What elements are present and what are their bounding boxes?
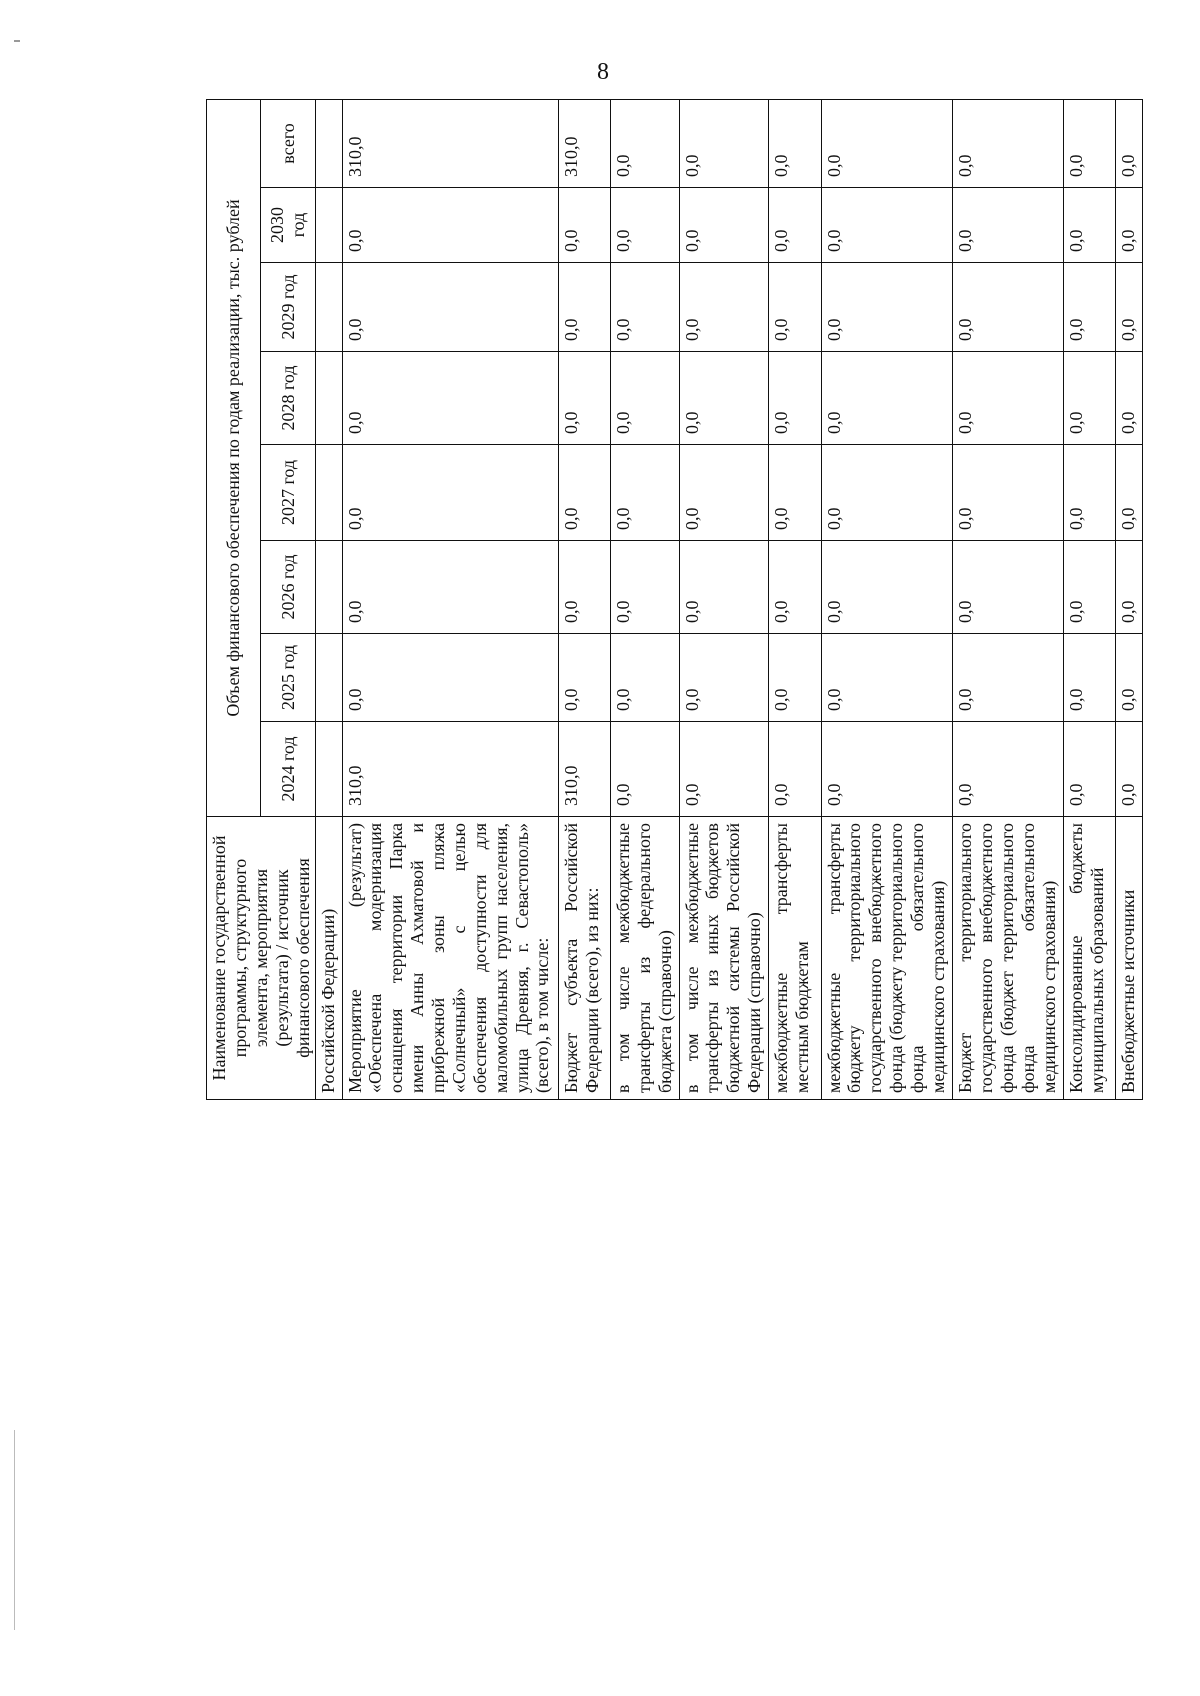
header-year-2028: 2028 год [261,352,316,445]
row-value-cell: 0,0 [342,188,558,263]
row-name-cell: Консолидированные бюджеты муниципальных образований [1063,817,1116,1100]
row-value-cell: 0,0 [679,352,768,445]
row-value-cell: 0,0 [821,99,953,187]
row-value-cell: 0,0 [1063,445,1116,541]
row-value-cell [316,445,342,541]
row-value-cell: 0,0 [821,722,953,817]
row-value-cell: 310,0 [558,99,611,187]
row-value-cell: 0,0 [611,722,679,817]
header-volume-title: Объем финансового обеспечения по годам реализации, тыс. рублей [207,99,261,816]
row-name-cell: в том числе межбюджетные трансферты из иных бюджетов бюджетной системы Российской Федерации (справочно) [679,817,768,1100]
row-value-cell: 0,0 [1116,634,1142,722]
row-value-cell: 0,0 [1116,99,1142,187]
header-year-2024: 2024 год [261,722,316,817]
scan-mark [14,40,20,42]
row-value-cell: 0,0 [953,99,1064,187]
table-row [1063,99,1116,1099]
row-value-cell: 0,0 [953,263,1064,352]
row-value-cell: 0,0 [953,722,1064,817]
table-row [558,99,611,1099]
table-row [821,99,953,1099]
row-name-cell: Бюджет субъекта Российской Федерации (всего), из них: [558,817,611,1100]
row-value-cell: 0,0 [769,445,822,541]
row-value-cell: 0,0 [821,263,953,352]
row-value-cell: 0,0 [679,263,768,352]
row-value-cell: 0,0 [1116,445,1142,541]
table-row [342,99,558,1099]
row-value-cell: 0,0 [769,722,822,817]
row-value-cell: 310,0 [342,722,558,817]
row-value-cell: 0,0 [679,445,768,541]
row-value-cell: 0,0 [1063,722,1116,817]
row-name-cell: межбюджетные трансферты местным бюджетам [769,817,822,1100]
row-value-cell: 0,0 [342,541,558,634]
row-value-cell: 0,0 [821,541,953,634]
row-value-cell: 0,0 [611,99,679,187]
row-value-cell: 0,0 [679,188,768,263]
row-value-cell: 0,0 [1116,352,1142,445]
row-value-cell [316,634,342,722]
row-value-cell: 0,0 [679,541,768,634]
row-value-cell: 0,0 [953,445,1064,541]
row-value-cell: 0,0 [953,188,1064,263]
financing-table [206,99,1143,1100]
row-value-cell: 0,0 [611,263,679,352]
row-value-cell: 0,0 [1063,263,1116,352]
row-value-cell: 0,0 [558,541,611,634]
row-value-cell: 0,0 [342,263,558,352]
row-value-cell: 0,0 [769,188,822,263]
header-year-2029: 2029 год [261,263,316,352]
row-value-cell: 0,0 [611,188,679,263]
row-value-cell: 0,0 [679,634,768,722]
row-name-cell: межбюджетные трансферты бюджету территориального государственного внебюджетного фонда (бюджету территориального фонда обязательного медицинского страхования) [821,817,953,1100]
table-row [611,99,679,1099]
row-value-cell: 0,0 [1063,99,1116,187]
row-value-cell [316,352,342,445]
row-value-cell: 0,0 [611,634,679,722]
row-value-cell: 0,0 [821,352,953,445]
row-value-cell: 310,0 [342,99,558,187]
row-value-cell [316,722,342,817]
row-value-cell: 0,0 [342,445,558,541]
table-row [769,99,822,1099]
row-value-cell: 0,0 [1063,352,1116,445]
row-value-cell: 0,0 [769,634,822,722]
row-name-cell: Мероприятие (результат) «Обеспечена модернизация оснащения территории Парка имени Анны Ахматовой и прибрежной зоны пляжа «Солнечный» с целью обеспечения доступности для маломобильных групп населения, улица Древняя, г. Севастополь» (всего), в том числе: [342,817,558,1100]
row-value-cell: 0,0 [769,99,822,187]
header-total: всего [261,99,316,187]
table-row [316,99,342,1099]
row-value-cell: 0,0 [1063,541,1116,634]
row-value-cell: 0,0 [953,541,1064,634]
header-year-2030: 2030 год [261,188,316,263]
row-value-cell: 0,0 [1116,541,1142,634]
row-value-cell [316,541,342,634]
row-value-cell: 0,0 [342,634,558,722]
row-value-cell: 0,0 [342,352,558,445]
row-value-cell: 0,0 [1063,188,1116,263]
row-name-cell: в том числе межбюджетные трансферты из федерального бюджета (справочно) [611,817,679,1100]
row-name-cell: Внебюджетные источники [1116,817,1142,1100]
table-body [316,99,1142,1099]
row-value-cell: 0,0 [953,634,1064,722]
row-value-cell: 0,0 [821,188,953,263]
page-number: 8 [597,59,609,85]
scan-margin-line [14,1430,15,1630]
row-value-cell: 0,0 [611,352,679,445]
row-value-cell: 0,0 [679,99,768,187]
row-value-cell [316,188,342,263]
row-value-cell: 0,0 [769,541,822,634]
row-value-cell [316,99,342,187]
row-value-cell: 0,0 [769,352,822,445]
row-value-cell: 0,0 [558,352,611,445]
row-value-cell: 0,0 [769,263,822,352]
row-value-cell: 0,0 [821,634,953,722]
row-value-cell: 0,0 [611,541,679,634]
rotated-table-layer [206,100,1139,1100]
table-row [1116,99,1142,1099]
row-value-cell: 0,0 [1116,188,1142,263]
header-name-cell: Наименование государственной программы, структурного элемента, мероприятия (результата) / источник финансового обеспечения [207,817,316,1100]
row-value-cell: 0,0 [1116,722,1142,817]
row-value-cell: 0,0 [558,445,611,541]
row-value-cell [316,263,342,352]
header-year-2027: 2027 год [261,445,316,541]
row-value-cell: 0,0 [821,445,953,541]
row-value-cell: 0,0 [1116,263,1142,352]
row-value-cell: 0,0 [558,263,611,352]
header-year-2026: 2026 год [261,541,316,634]
header-year-2025: 2025 год [261,634,316,722]
row-value-cell: 0,0 [1063,634,1116,722]
table-row [679,99,768,1099]
table-row [953,99,1064,1099]
row-name-cell: Бюджет территориального государственного внебюджетного фонда (бюджет территориального фонда обязательного медицинского страхования) [953,817,1064,1100]
header-row-top [207,99,261,1099]
row-name-cell: Российской Федерации) [316,817,342,1100]
row-value-cell: 0,0 [558,634,611,722]
row-value-cell: 0,0 [611,445,679,541]
row-value-cell: 0,0 [558,188,611,263]
row-value-cell: 0,0 [953,352,1064,445]
rotated-table-container [206,100,1139,1100]
row-value-cell: 310,0 [558,722,611,817]
row-value-cell: 0,0 [679,722,768,817]
